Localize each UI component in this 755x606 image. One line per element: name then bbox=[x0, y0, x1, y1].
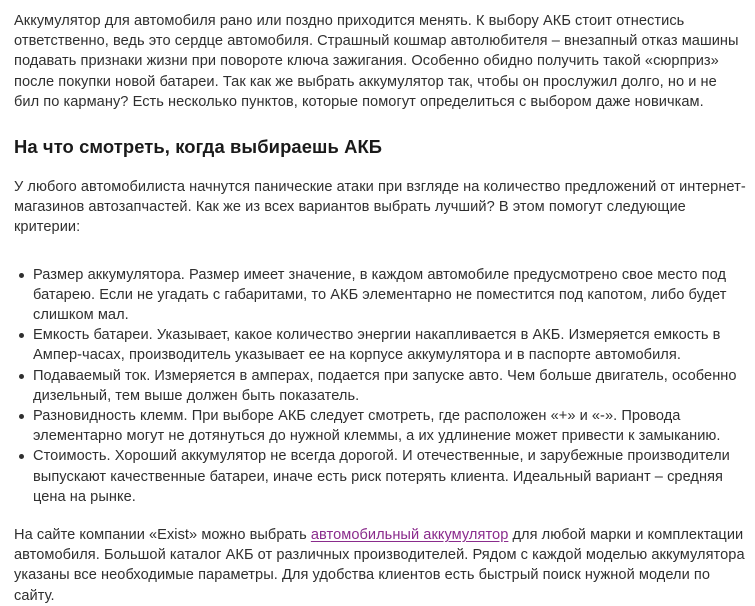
bullet-icon bbox=[19, 414, 24, 419]
criteria-item-text: Разновидность клемм. При выборе АКБ следует смотреть, где расположен «+» и «-». Провода элементарно могут не дотянуться до нужной клеммы, а их удлинение может привести к замыканию. bbox=[33, 408, 721, 445]
exist-text-before: На сайте компании «Exist» можно выбрать bbox=[14, 527, 311, 544]
criteria-item-text: Стоимость. Хороший аккумулятор не всегда дорогой. И отечественные, и зарубежные производители выпускают качественные батареи, иначе есть риск потерять клиента. Идеальный вариант – средняя цена на рынке. bbox=[33, 448, 730, 505]
criteria-item-size bbox=[14, 265, 746, 326]
exist-text-after: для любой марки и комплектации автомобиля. Большой каталог АКБ от различных производителей. Рядом с каждой моделью аккумулятора указаны все необходимые параметры. Для удобства клиентов есть быстрый поиск нужной модели по сайту. bbox=[14, 527, 745, 604]
criteria-item-capacity bbox=[14, 325, 746, 365]
bullet-icon bbox=[19, 454, 24, 459]
intro-paragraph: Аккумулятор для автомобиля рано или поздно приходится менять. К выбору АКБ стоит отнестись ответственно, ведь это сердце автомобиля. Страшный кошмар автолюбителя – внезапный отказ машины подавать признаки жизни при повороте ключа зажигания. Особенно обидно получить такой «сюрприз» после покупки новой батареи. Так как же выбрать аккумулятор так, чтобы он прослужил долго, но и не бил по карману? Есть несколько пунктов, которые помогут определиться с выбором даже новичкам. bbox=[14, 13, 739, 110]
section-heading: На что смотреть, когда выбираешь АКБ bbox=[14, 136, 383, 158]
criteria-item-text: Размер аккумулятора. Размер имеет значение, в каждом автомобиле предусмотрено свое место под батарею. Если не угадать с габаритами, то АКБ элементарно не поместится под капотом, либо будет слишком мал. bbox=[33, 266, 727, 324]
criteria-item-current bbox=[14, 366, 746, 406]
criteria-list bbox=[14, 265, 746, 507]
car-battery-link[interactable]: автомобильный аккумулятор bbox=[310, 527, 509, 544]
bullet-icon bbox=[19, 333, 24, 338]
criteria-item-text: Подаваемый ток. Измеряется в амперах, подается при запуске авто. Чем больше двигатель, особенно дизельный, тем выше должен быть показатель. bbox=[33, 367, 737, 404]
criteria-item-text: Емкость батареи. Указывает, какое количество энергии накапливается в АКБ. Измеряется емкость в Ампер-часах, производитель указывает ее на корпусе аккумулятора и в паспорте автомобиля. bbox=[33, 327, 721, 364]
article-body bbox=[14, 0, 746, 606]
criteria-item-price bbox=[14, 446, 746, 507]
criteria-item-terminals bbox=[14, 406, 746, 446]
criteria-intro-paragraph: У любого автомобилиста начнутся панические атаки при взгляде на количество предложений от интернет-магазинов автозапчастей. Как же из всех вариантов выбрать лучший? В этом помогут следующие критерии: bbox=[14, 179, 746, 236]
bullet-icon bbox=[19, 374, 24, 379]
bullet-icon bbox=[19, 273, 24, 278]
